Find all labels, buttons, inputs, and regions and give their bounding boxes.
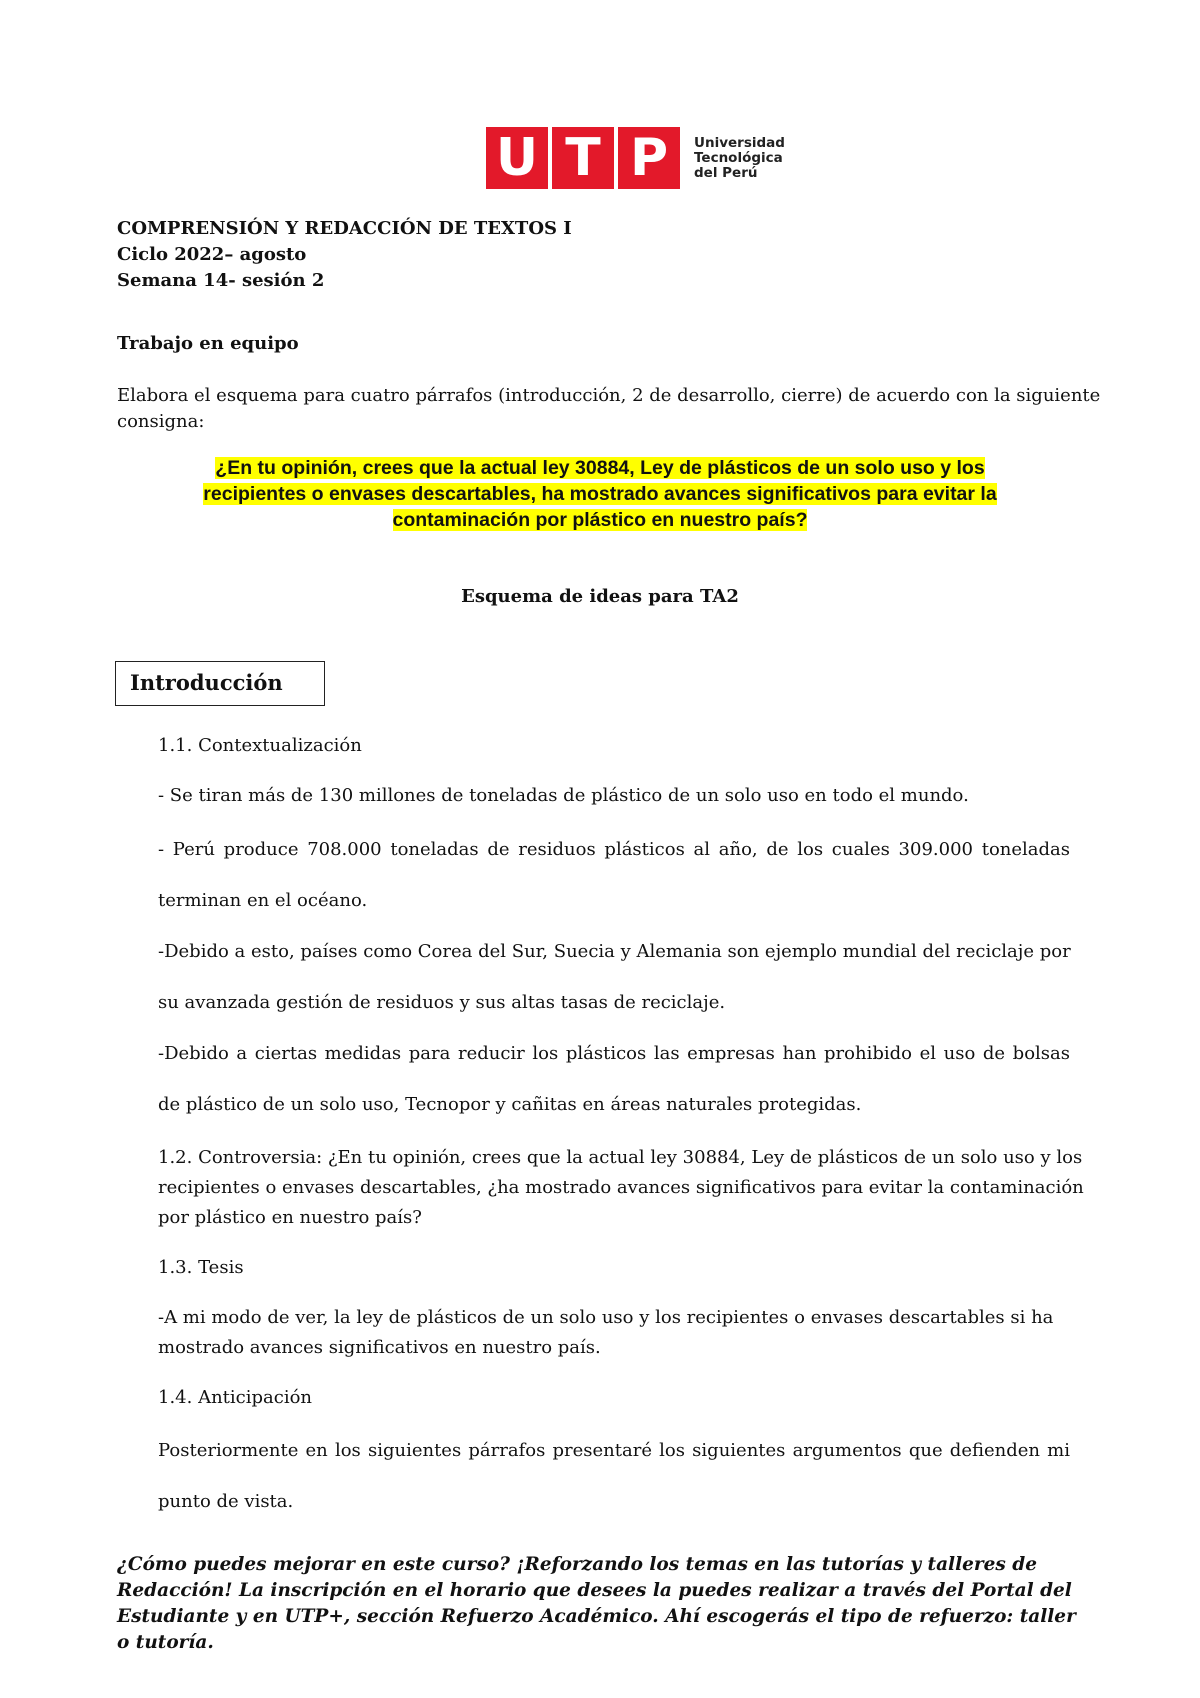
scheme-title: Esquema de ideas para TA2 [461,586,739,607]
logo-letter-box [486,127,548,189]
thesis-line: -A mi modo de ver, la ley de plásticos de un solo uso y los recipientes o envases descartables si ha [158,1307,1054,1328]
week-label: Semana 14- sesión 2 [117,270,325,291]
context-item-cont: su avanzada gestión de residuos y sus altas tasas de reciclaje. [158,992,726,1013]
instruction-line-2: consigna: [117,411,205,432]
logo-line: Tecnológica [694,149,783,166]
course-title: COMPRENSIÓN Y REDACCIÓN DE TEXTOS I [117,218,572,239]
logo-wordmark [694,136,785,181]
logo-line: Universidad [694,134,785,151]
context-item: -Debido a esto, países como Corea del Sur, Suecia y Alemania son ejemplo mundial del reciclaje por [158,941,1071,962]
context-item: -Debido a ciertas medidas para reducir los plásticos las empresas han prohibido el uso de bolsas [158,1043,1070,1064]
anticipation-heading: 1.4. Anticipación [158,1387,313,1408]
controversy-line: por plástico en nuestro país? [158,1207,422,1228]
context-item-cont: terminan en el océano. [158,890,368,911]
context-item: - Se tiran más de 130 millones de toneladas de plástico de un solo uso en todo el mundo. [158,785,969,806]
section-box-introduction [115,661,325,706]
logo-letter: T [565,128,601,188]
controversy-line: 1.2. Controversia: ¿En tu opinión, crees que la actual ley 30884, Ley de plásticos de un solo uso y los [158,1147,1083,1168]
footer-note: ¿Cómo puedes mejorar en este curso? ¡Reforzando los temas en las tutorías y talleres de Redacción! La inscripción en el horario que desees la puedes realizar a través del Portal del Estudiante y en UTP+, sección Refuerzo Académico. Ahí escogerás el tipo de refuerzo: taller o tutoría. [117,1554,1076,1653]
context-item-cont: de plástico de un solo uso, Tecnopor y cañitas en áreas naturales protegidas. [158,1094,862,1115]
prompt-text: ¿En tu opinión, crees que la actual ley 30884, Ley de plásticos de un solo uso y los recipientes o envases descartables, ha mostrado avances significativos para evitar la contaminación por plástico en nuestro país? [203,457,997,531]
highlighted-prompt [170,455,1030,533]
logo-letter: U [495,128,539,188]
logo-line: del Perú [694,164,758,181]
controversy-line: recipientes o envases descartables, ¿ha mostrado avances significativos para evitar la contaminación [158,1177,1084,1198]
section-label: Introducción [130,670,283,695]
logo-letter-box [552,127,614,189]
logo-letter: P [629,128,669,188]
anticipation-line: punto de vista. [158,1491,294,1512]
contextualization-heading: 1.1. Contextualización [158,735,362,756]
utp-logo [486,127,785,189]
anticipation-line: Posteriormente en los siguientes párrafos presentaré los siguientes argumentos que defienden mi [158,1440,1070,1461]
task-title: Trabajo en equipo [117,333,299,354]
logo-letter-box [618,127,680,189]
thesis-heading: 1.3. Tesis [158,1257,244,1278]
cycle-label: Ciclo 2022– agosto [117,244,307,265]
instruction-line-1: Elabora el esquema para cuatro párrafos (introducción, 2 de desarrollo, cierre) de acuerdo con la siguiente [117,385,1101,406]
thesis-line: mostrado avances significativos en nuestro país. [158,1337,601,1358]
context-item: - Perú produce 708.000 toneladas de residuos plásticos al año, de los cuales 309.000 toneladas [158,839,1070,860]
